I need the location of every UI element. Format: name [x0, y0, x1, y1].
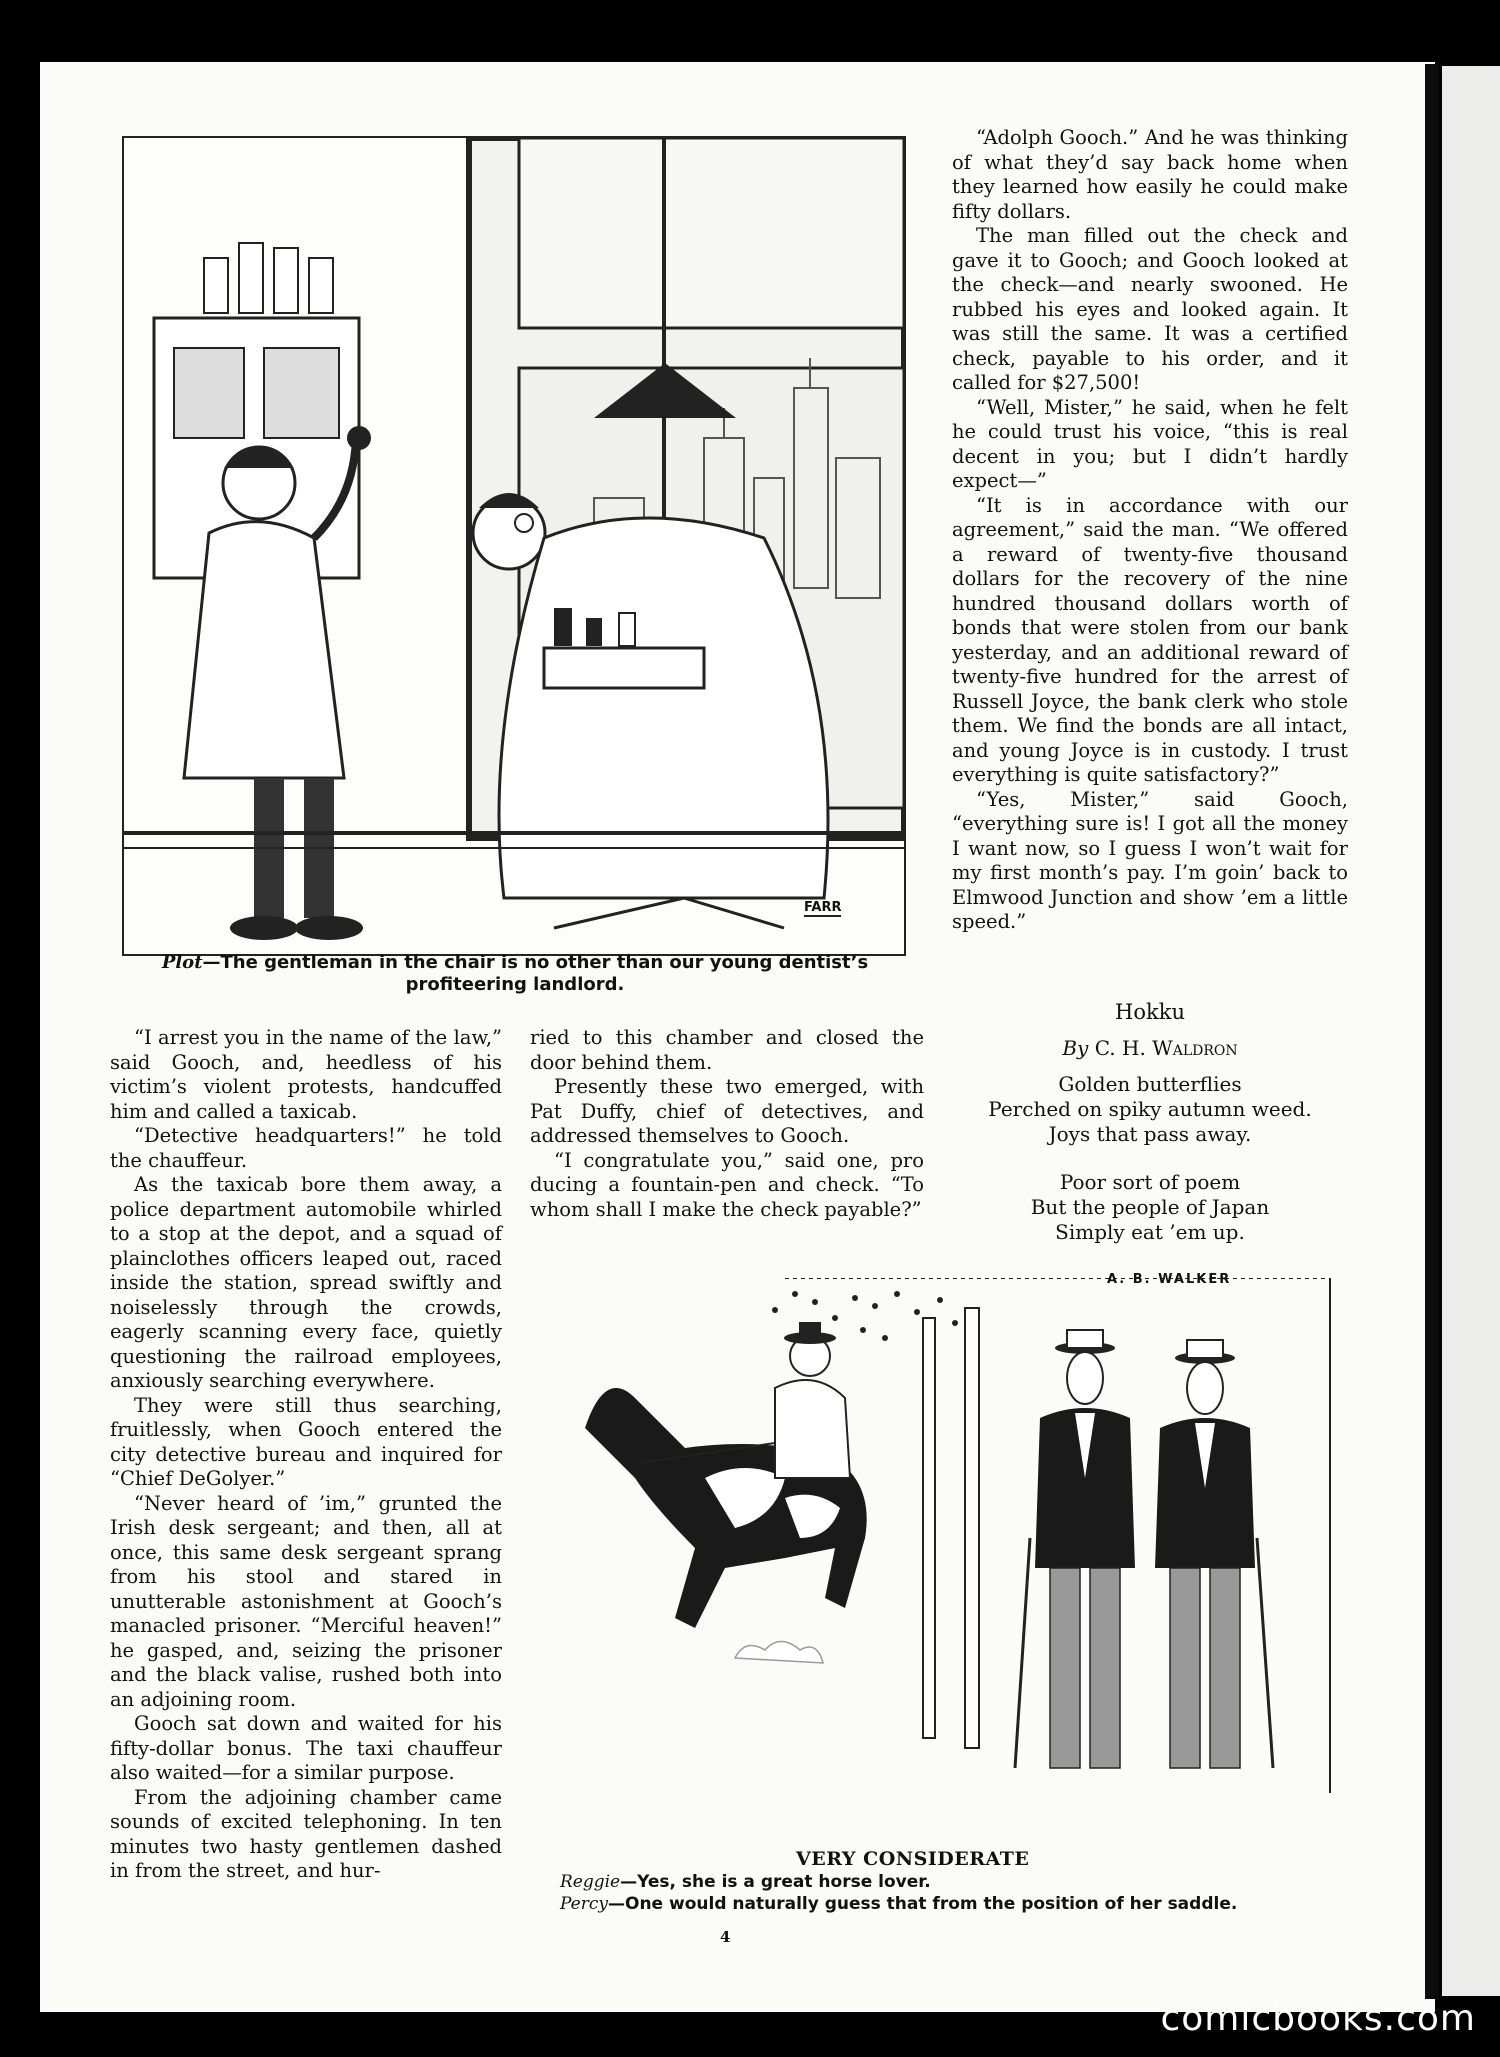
story-paragraph: “Adolph Gooch.” And he was thinking of what they’d say back home when they learned how easily he could make fifty dollars.	[952, 126, 1348, 223]
story-column-middle	[530, 1026, 924, 1222]
site-watermark: comicbooks.com	[1160, 1998, 1476, 2039]
page-gutter-shadow	[1425, 64, 1439, 1999]
poem-stanza-1	[940, 1072, 1360, 1147]
poem-line: Joys that pass away.	[1048, 1122, 1252, 1146]
story-column-left	[110, 1026, 502, 1884]
story-paragraph: The man filled out the check and gave it to Gooch; and Gooch looked at the check—and nearly swooned. He rubbed his eyes and looked again. It was still the same. It was a certified check, payable to his order, and it called for $27,500!	[952, 224, 1348, 394]
cartoon-dialogue-reggie	[560, 1872, 931, 1892]
story-paragraph: ried to this chamber and closed the door behind them.	[530, 1026, 924, 1074]
illustrator-signature: FARR	[804, 900, 842, 915]
dentist-scene-drawing	[124, 138, 904, 954]
poem-line: Perched on spiky autumn weed.	[988, 1097, 1312, 1121]
poem-title: Hokku	[1115, 1000, 1185, 1024]
dialogue-text: —Yes, she is a great horse lover.	[620, 1872, 931, 1892]
cartoon-dialogue-percy	[560, 1894, 1237, 1914]
dialogue-text: —One would naturally guess that from the position of her saddle.	[608, 1894, 1238, 1914]
story-paragraph: “Yes, Mister,” said Gooch, “everything sure is! I got all the money I want now, so I guess I won’t wait for my first month’s pay. I’m goin’ back to Elmwood Junction and show ’em a little speed.”	[952, 787, 1348, 933]
story-paragraph: Gooch sat down and waited for his fifty-dollar bonus. The taxi chauffeur also waited—for a similar purpose.	[110, 1712, 502, 1784]
poem-author: C. H. Waldron	[1094, 1036, 1238, 1060]
illustration-caption	[130, 952, 900, 996]
story-paragraph: “I arrest you in the name of the law,” said Gooch, and, heedless of his victim’s violent protests, handcuffed him and called a taxicab.	[110, 1026, 502, 1123]
story-paragraph: “Never heard of ’im,” grunted the Irish desk sergeant; and then, all at once, this same desk sergeant sprang from his stool and stared in unutterable astonishment at Gooch’s manacled prisoner. “Merciful heaven!” he gasped, and, seizing the prisoner and the black valise, rushed both into an adjoining room.	[110, 1491, 502, 1711]
cartoonist-signature: A. B. WALKER	[1107, 1272, 1232, 1287]
story-paragraph: As the taxicab bore them away, a police department automobile whirled to a stop at the depot, and a squad of plainclothes officers leaped out, raced inside the station, spread swiftly and noiselessly through the crowds, eagerly scanning every face, quietly questioning the railroad employees, anxiously searching everywhere.	[110, 1173, 502, 1392]
poem-by-label: By	[1062, 1036, 1089, 1060]
page-number: 4	[720, 1928, 731, 1946]
story-paragraph: “Well, Mister,” he said, when he felt he could trust his voice, “this is real decent in you; but I didn’t hardly expect—”	[952, 395, 1348, 492]
next-page-edge	[1442, 66, 1500, 1996]
poem-stanza-2	[940, 1170, 1360, 1245]
story-paragraph: “It is in accordance with our agreement,” said the man. “We offered a reward of twenty-five thousand dollars for the recovery of the nine hundred thousand dollars worth of bonds that were stolen from our bank yesterday, and an additional reward of twenty-five hundred for the arrest of Russell Joyce, the bank clerk who stole them. We find the bonds are all intact, and young Joyce is in custody. I trust everything is quite satisfactory?”	[952, 493, 1348, 786]
poem-line: Poor sort of poem	[1059, 1170, 1241, 1194]
story-paragraph: “I congratulate you,” said one, pro ducing a fountain-pen and check. “To whom shall I make the check payable?”	[530, 1148, 924, 1221]
horse-cartoon-drawing	[545, 1278, 1335, 1808]
poem-line: But the people of Japan	[1030, 1195, 1270, 1219]
caption-lead: Plot	[161, 952, 203, 973]
poem-line: Golden butterflies	[1058, 1072, 1242, 1096]
horse-cartoon	[545, 1272, 1335, 1808]
cartoon-title: VERY CONSIDERATE	[796, 1848, 1030, 1870]
story-paragraph: From the adjoining chamber came sounds of excited telephoning. In ten minutes two hasty gentlemen dashed in from the street, and hur-	[110, 1785, 502, 1882]
poem-byline	[950, 1036, 1350, 1060]
poem-line: Simply eat ’em up.	[1055, 1220, 1245, 1244]
speaker-name: Reggie	[560, 1872, 621, 1892]
story-paragraph: Presently these two emerged, with Pat Duffy, chief of detectives, and addressed themselves to Gooch.	[530, 1075, 924, 1147]
dentist-illustration	[122, 136, 906, 956]
story-paragraph: “Detective headquarters!” he told the chauffeur.	[110, 1124, 502, 1172]
caption-text: —The gentleman in the chair is no other than our young dentist’s profiteering landlord.	[202, 952, 869, 995]
story-column-right-top	[952, 126, 1348, 935]
story-paragraph: They were still thus searching, fruitlessly, when Gooch entered the city detective bureau and inquired for “Chief DeGolyer.”	[110, 1393, 502, 1490]
speaker-name: Percy	[560, 1894, 608, 1914]
